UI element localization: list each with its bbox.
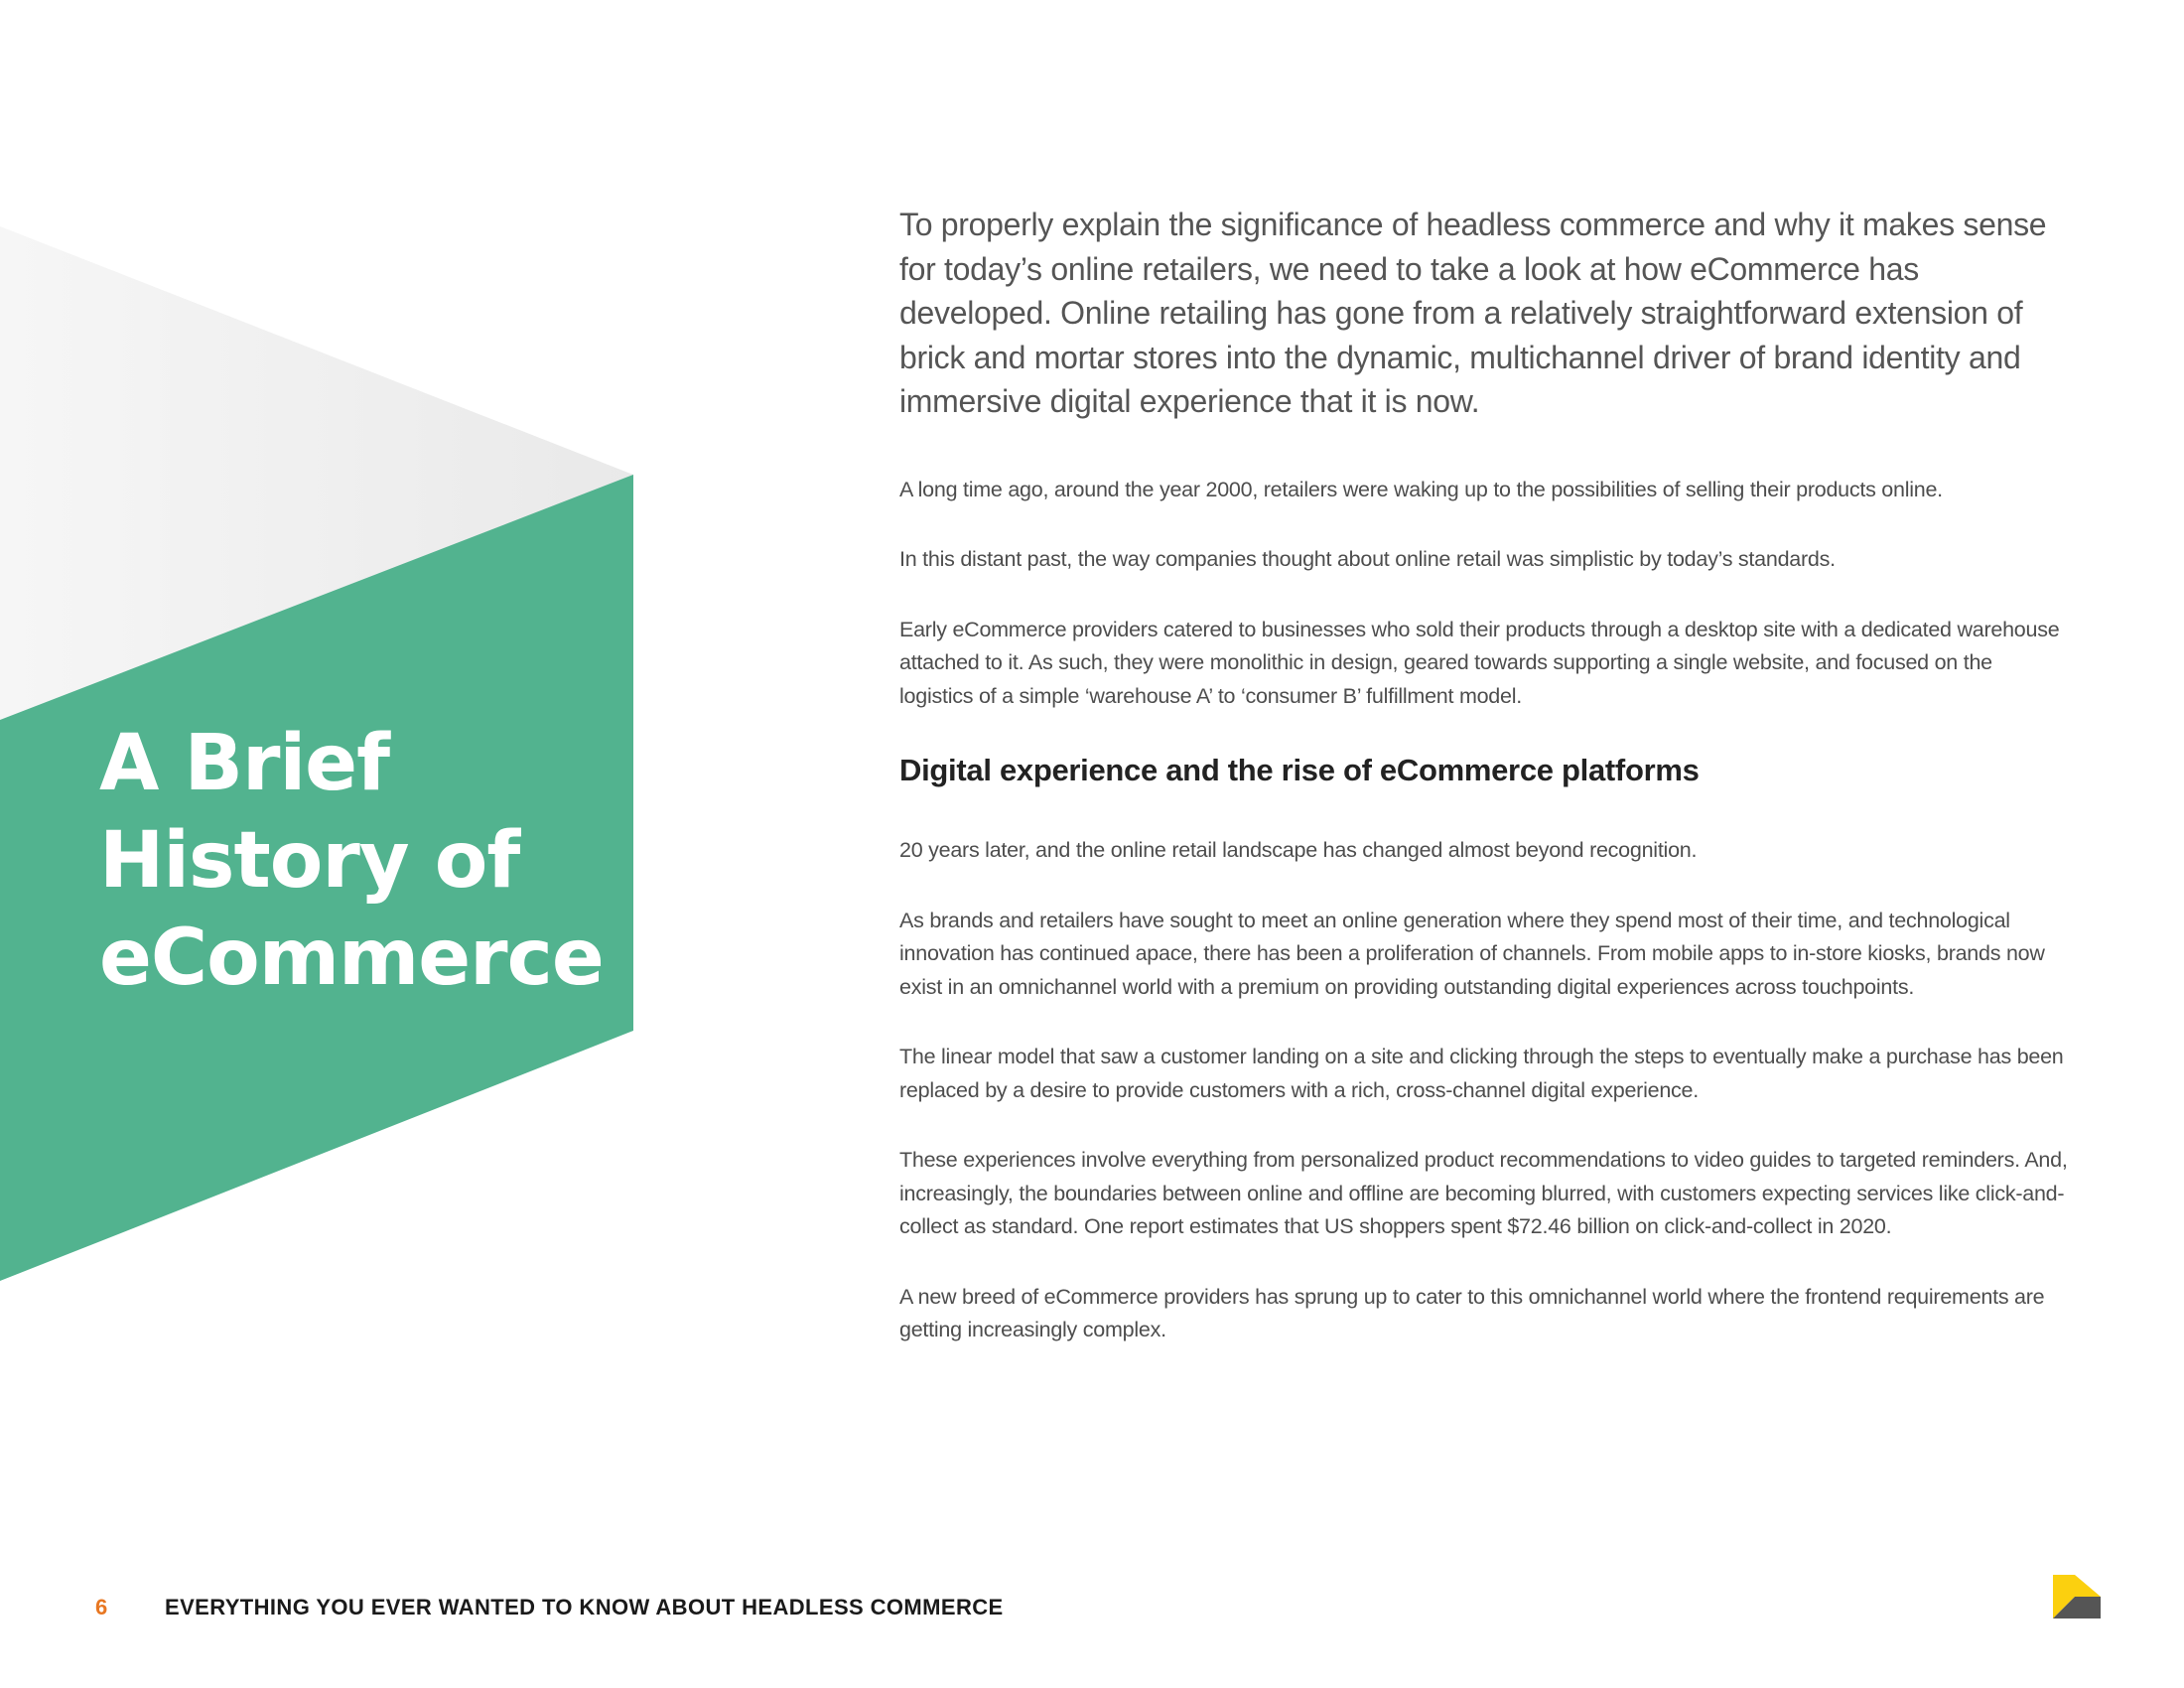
body-paragraph: In this distant past, the way companies thought about online retail was simplistic by today’s standards. (899, 547, 1836, 571)
body-paragraph: A long time ago, around the year 2000, retailers were waking up to the possibilities of selling their products online. (899, 477, 1943, 501)
page-title: A Brief History of eCommerce (99, 719, 604, 1003)
body-paragraph: 20 years later, and the online retail landscape has changed almost beyond recognition. (899, 838, 1698, 862)
body-paragraph: The linear model that saw a customer landing on a site and clicking through the steps to eventually make a purchase has been replaced by a desire to provide customers with a rich, cross-channel digital experience. (899, 1045, 2064, 1102)
footer-document-title: EVERYTHING YOU EVER WANTED TO KNOW ABOUT HEADLESS COMMERCE (165, 1595, 1004, 1619)
intro-paragraph: To properly explain the significance of headless commerce and why it makes sense for today’s online retailers, we need to take a look at how eCommerce has developed. Online retailing has gone from a relatively straightforward extension of brick and mortar stores into the dynamic, multichannel driver of brand identity and immersive digital experience that it is now. (899, 207, 2047, 419)
kibo-logo-icon (2053, 1575, 2101, 1618)
body-paragraph: Early eCommerce providers catered to businesses who sold their products through a desktop site with a dedicated warehouse attached to it. As such, they were monolithic in design, geared towards supporting a single website, and focused on the logistics of a simple ‘warehouse A’ to ‘consumer B’ fulfillment model. (899, 617, 2060, 708)
body-paragraph: These experiences involve everything from personalized product recommendations to video guides to targeted reminders. And, increasingly, the boundaries between online and offline are becoming blurred, with customers expecting services like click-and-collect as standard. One report estimates that US shoppers spent $72.46 billion on click-and-collect in 2020. (899, 1148, 2068, 1238)
body-paragraph: A new breed of eCommerce providers has sprung up to cater to this omnichannel world where the frontend requirements are getting increasingly complex. (899, 1284, 2045, 1341)
logo-yellow-shape (2053, 1575, 2101, 1597)
page-footer (95, 1591, 1004, 1624)
chevron-graphic (0, 0, 695, 1390)
article-body (899, 203, 2071, 1384)
section-heading: Digital experience and the rise of eCommerce platforms (899, 753, 1700, 787)
body-paragraph: As brands and retailers have sought to meet an online generation where they spend most of their time, and technological innovation has continued apace, there has been a proliferation of channels. From mobile apps to in-store kiosks, brands now exist in an omnichannel world with a premium on providing outstanding digital experiences across touchpoints. (899, 908, 2045, 999)
page-number: 6 (95, 1595, 108, 1619)
